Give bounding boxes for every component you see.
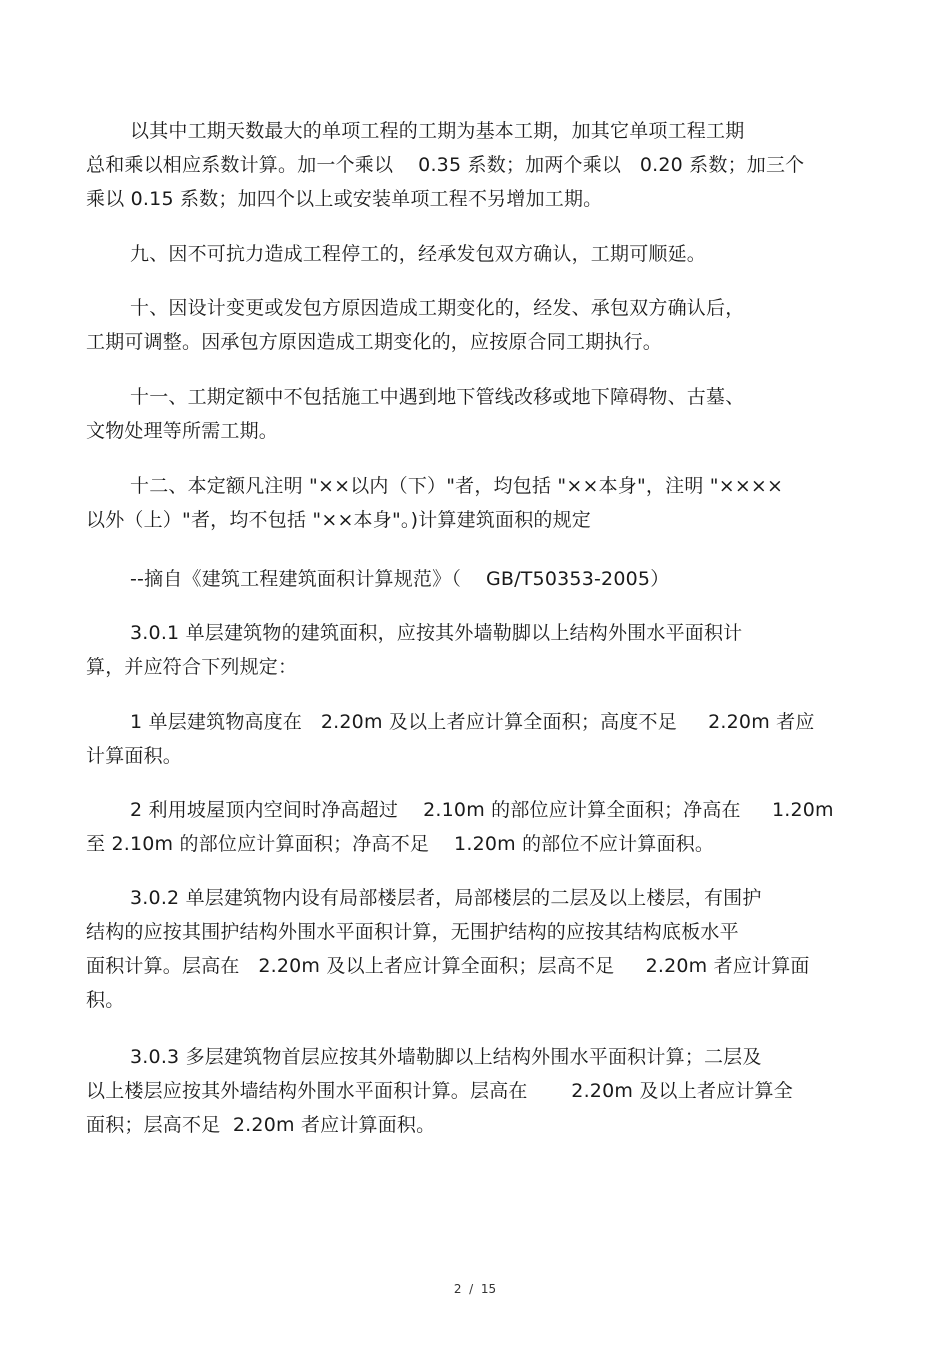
text-line: 文物处理等所需工期。 xyxy=(86,420,279,442)
text-line: 3.0.1 单层建筑物的建筑面积，应按其外墙勒脚以上结构外围水平面积计 xyxy=(130,622,743,644)
text-line: 算，并应符合下列规定： xyxy=(86,656,298,678)
text-line: 面积；层高不足 2.20m 者应计算面积。 xyxy=(86,1114,436,1136)
paragraph-3-0-3 xyxy=(86,1040,886,1142)
paragraph-item-10 xyxy=(86,291,886,359)
paragraph-source xyxy=(86,562,886,596)
text-line: 十一、工期定额中不包括施工中遇到地下管线改移或地下障碍物、古墓、 xyxy=(130,386,745,408)
paragraph-coefficient xyxy=(86,114,886,216)
text-line: 结构的应按其围护结构外围水平面积计算，无围护结构的应按其结构底板水平 xyxy=(86,921,739,943)
paragraph-item-11 xyxy=(86,380,886,448)
paragraph-rule-2 xyxy=(86,793,886,861)
text-line: 3.0.2 单层建筑物内设有局部楼层者，局部楼层的二层及以上楼层，有围护 xyxy=(130,887,762,909)
text-line: 至 2.10m 的部位应计算面积；净高不足 1.20m 的部位不应计算面积。 xyxy=(86,833,715,855)
text-line: 积。 xyxy=(86,989,125,1011)
text-line: 九、因不可抗力造成工程停工的，经承发包双方确认，工期可顺延。 xyxy=(130,243,707,265)
text-line: 总和乘以相应系数计算。加一个乘以 0.35 系数；加两个乘以 0.20 系数；加三个 xyxy=(86,154,805,176)
text-line: 工期可调整。因承包方原因造成工期变化的，应按原合同工期执行。 xyxy=(86,331,663,353)
text-line: 面积计算。层高在 2.20m 及以上者应计算全面积；层高不足 2.20m 者应计算面 xyxy=(86,955,810,977)
text-line: --摘自《建筑工程建筑面积计算规范》（ GB/T50353-2005） xyxy=(130,568,670,590)
text-line: 以外（上）"者，均不包括 "××本身"。)计算建筑面积的规定 xyxy=(86,509,592,531)
text-line: 1 单层建筑物高度在 2.20m 及以上者应计算全面积；高度不足 2.20m 者应 xyxy=(130,711,815,733)
paragraph-item-9 xyxy=(86,237,886,271)
text-line: 以上楼层应按其外墙结构外围水平面积计算。层高在 2.20m 及以上者应计算全 xyxy=(86,1080,793,1102)
text-line: 计算面积。 xyxy=(86,745,183,767)
text-line: 乘以 0.15 系数；加四个以上或安装单项工程不另增加工期。 xyxy=(86,188,603,210)
paragraph-item-12 xyxy=(86,469,886,537)
paragraph-3-0-2 xyxy=(86,881,886,1017)
text-line: 十二、本定额凡注明 "××以内（下）"者，均包括 "××本身"，注明 "×××× xyxy=(130,475,784,497)
text-line: 十、因设计变更或发包方原因造成工期变化的，经发、承包双方确认后， xyxy=(130,297,745,319)
text-line: 以其中工期天数最大的单项工程的工期为基本工期，加其它单项工程工期 xyxy=(130,120,745,142)
text-line: 2 利用坡屋顶内空间时净高超过 2.10m 的部位应计算全面积；净高在 1.20m xyxy=(130,799,834,821)
paragraph-3-0-1 xyxy=(86,616,886,684)
text-line: 3.0.3 多层建筑物首层应按其外墙勒脚以上结构外围水平面积计算；二层及 xyxy=(130,1046,762,1068)
page-number: 2 / 15 xyxy=(453,1282,497,1296)
paragraph-rule-1 xyxy=(86,705,886,773)
